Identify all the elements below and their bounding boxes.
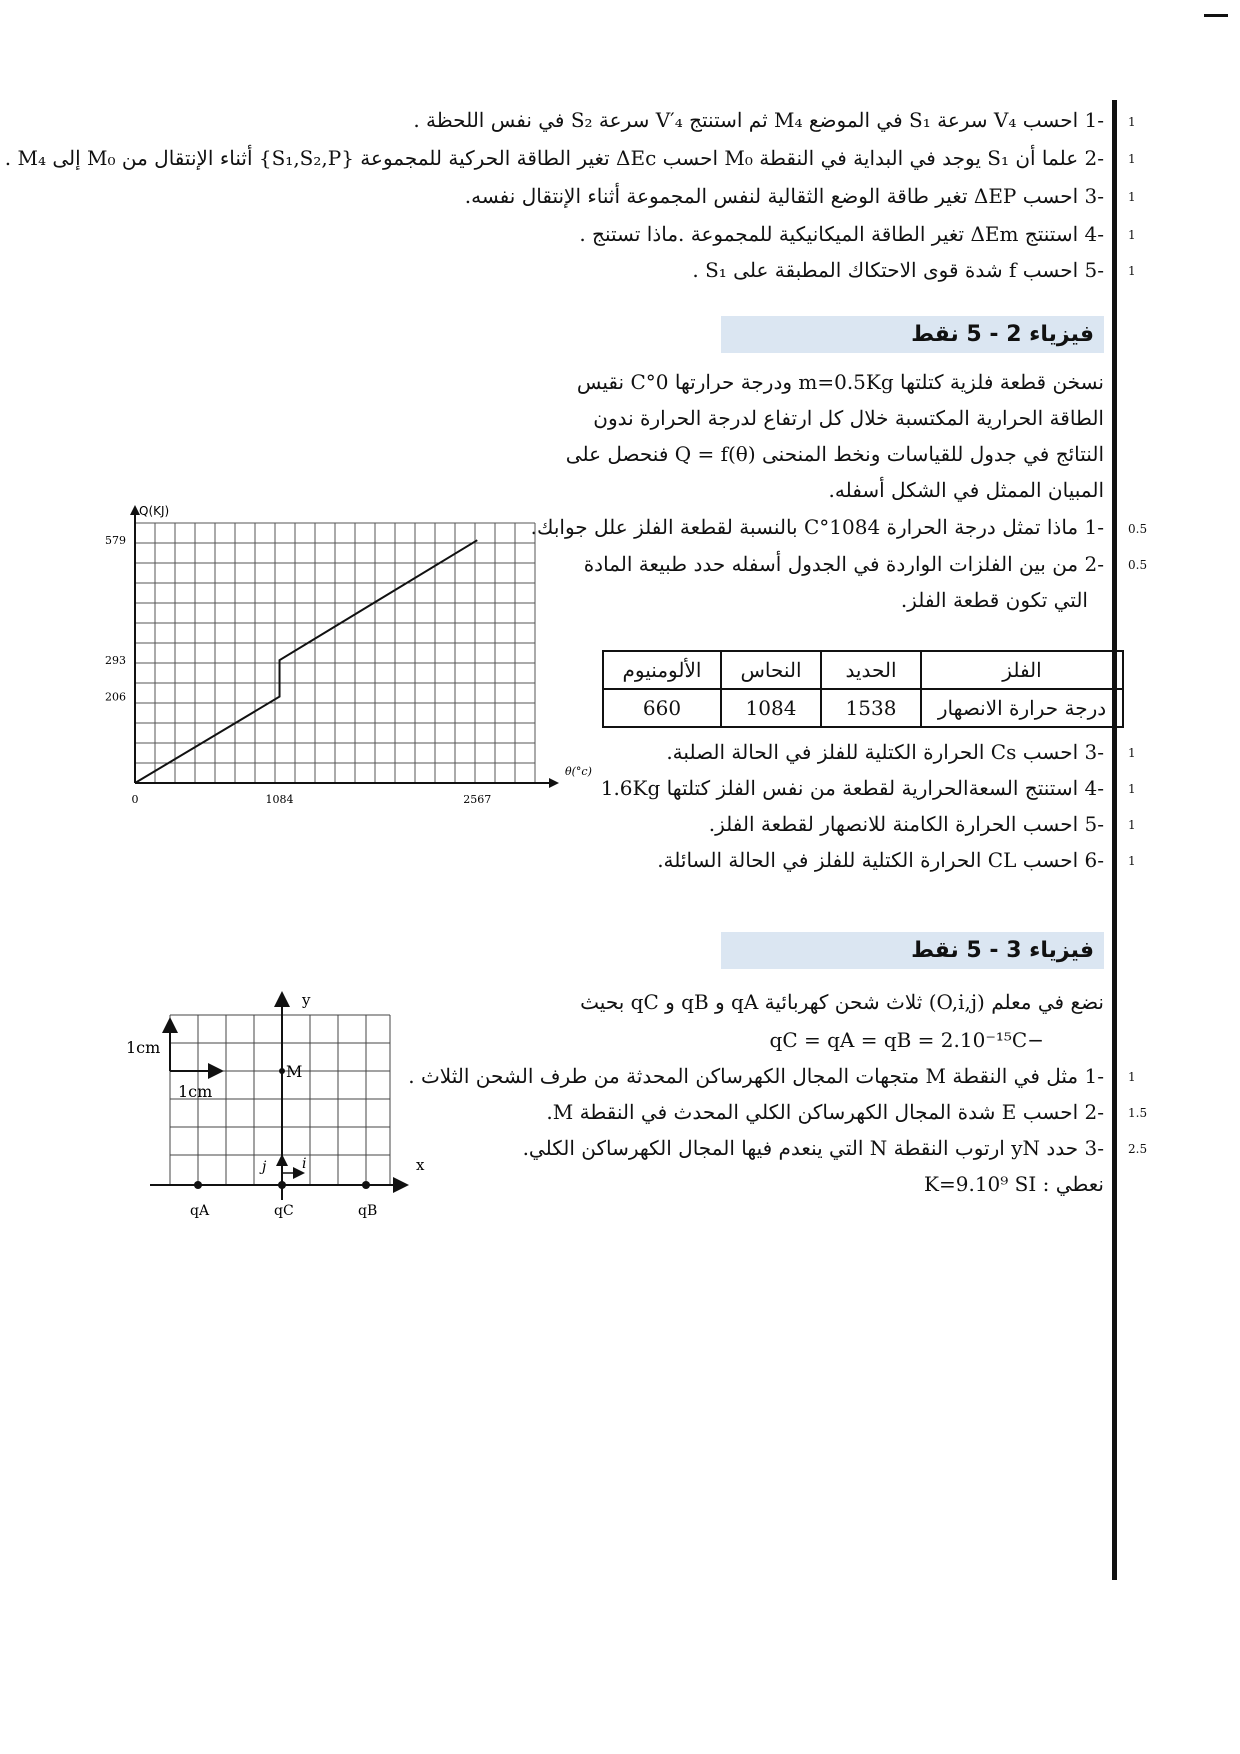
points-label: 1 (1128, 152, 1136, 166)
ex3-title: فيزياء 3 - 5 نقط (721, 932, 1104, 969)
margin-rule (1112, 100, 1117, 1580)
ex2-intro-line: الطاقة الحرارية المكتسبة خلال كل ارتفاع لدرجة الحرارة ندون (593, 406, 1104, 430)
table-cell: 1538 (821, 689, 921, 727)
x-tick-label: 1084 (265, 793, 294, 805)
table-cell: درجة حرارة الانصهار (921, 689, 1123, 727)
vec-j-label: j (262, 1159, 267, 1175)
charge-qa (194, 1181, 202, 1189)
ex2-question-3: -3 احسب Cs الحرارة الكتلية للفلز في الحالة الصلبة. (666, 740, 1104, 764)
ex2-question-4: -4 استنتج السعةالحرارية لقطعة من نفس الفلز كتلتها 1.6Kg (600, 776, 1104, 800)
table-row (603, 689, 1123, 727)
melting-point-table (602, 650, 1124, 728)
table-cell: النحاس (721, 651, 821, 689)
charge-qb (362, 1181, 370, 1189)
table-cell: الألومنيوم (603, 651, 721, 689)
charge-qc (278, 1181, 286, 1189)
ex3-intro: نضع في معلم (O,i,j) ثلاث شحن كهربائية qA و qB و qC بحيث (580, 990, 1104, 1014)
points-label: 1 (1128, 190, 1136, 204)
charge-qb-label: qB (358, 1203, 378, 1219)
table-cell: الفلز (921, 651, 1123, 689)
ex1-question-4: -4 استنتج ΔEm تغير الطاقة الميكانيكية للمجموعة .ماذا تستنج . (579, 222, 1104, 246)
table-row (603, 651, 1123, 689)
ex1-question-3: -3 احسب ΔEP تغير طاقة الوضع الثقالية لنفس المجموعة أثناء الإنتقال نفسه. (464, 184, 1104, 208)
points-label: 2.5 (1128, 1142, 1148, 1156)
ex3-question-2: -2 احسب E شدة المجال الكهرساكن الكلي المحدث في النقطة M. (546, 1100, 1104, 1124)
point-m-label: M (286, 1062, 303, 1081)
ex2-intro-line: المبيان الممثل في الشكل أسفله. (828, 478, 1104, 502)
ex2-question-2-cont: التي تكون قطعة الفلز. (900, 588, 1088, 612)
ex2-intro-line: النتائج في جدول للقياسات ونخط المنحنى Q = f(θ) فنحصل على (565, 442, 1104, 466)
points-label: 1 (1128, 228, 1136, 242)
charge-qa-label: qA (190, 1203, 210, 1219)
ex3-question-1: -1 مثل في النقطة M متجهات المجال الكهرساكن المحدثة من طرف الشحن الثلاث . (408, 1064, 1104, 1088)
series-line (135, 540, 477, 783)
y-tick-label: 293 (105, 654, 126, 668)
y-axis-label: Q(KJ) (139, 505, 170, 518)
ex2-intro-line: نسخن قطعة فلزية كتلتها m=0.5Kg ودرجة حرارتها 0°C نقيس (576, 370, 1104, 394)
points-label: 1.5 (1128, 1106, 1148, 1120)
ex2-question-5: -5 احسب الحرارة الكامنة للانصهار لقطعة الفلز. (708, 812, 1104, 836)
x-tick-label: 2567 (463, 793, 492, 805)
axis-y-label: y (302, 991, 311, 1009)
charge-qc-label: qC (274, 1203, 294, 1219)
scale-h-label: 1cm (178, 1082, 213, 1101)
table-cell: الحديد (821, 651, 921, 689)
x-axis-arrowhead (549, 778, 559, 788)
vec-i-label: i (302, 1156, 307, 1172)
heat-curve-chart (95, 505, 615, 805)
ex1-question-2: -2 علما أن S₁ يوجد في البداية في النقطة M₀ احسب ΔEc تغير الطاقة الحركية للمجموعة {S₁,S₂,P} أثناء الإنتقال من M₀ إلى M₄ . (4, 146, 1104, 170)
page-edge-mark (1204, 14, 1228, 17)
points-label: 0.5 (1128, 522, 1148, 536)
ex3-question-3: -3 حدد yN ارتوب النقطة N التي ينعدم فيها المجال الكهرساكن الكلي. (522, 1136, 1104, 1160)
table-cell: 1084 (721, 689, 821, 727)
y-tick-label: 579 (105, 534, 126, 548)
ex3-relation: −qC = qA = qB = 2.10⁻¹⁵C (769, 1028, 1044, 1052)
points-label: 1 (1128, 264, 1136, 278)
points-label: 1 (1128, 854, 1136, 868)
points-label: 1 (1128, 782, 1136, 796)
table-cell: 660 (603, 689, 721, 727)
points-label: 0.5 (1128, 558, 1148, 572)
charges-grid-diagram (120, 985, 460, 1225)
scale-v-label: 1cm (126, 1038, 161, 1057)
points-label: 1 (1128, 115, 1136, 129)
x-axis-label: θ(°c) (565, 765, 592, 778)
points-label: 1 (1128, 746, 1136, 760)
ex2-question-2: -2 من بين الفلزات الواردة في الجدول أسفله حدد طبيعة المادة (583, 552, 1104, 576)
ex2-title: فيزياء 2 - 5 نقط (721, 316, 1104, 353)
y-tick-label: 206 (105, 690, 126, 704)
points-label: 1 (1128, 818, 1136, 832)
axis-x-label: x (416, 1156, 425, 1174)
ex2-question-1: -1 ماذا تمثل درجة الحرارة 1084°C بالنسبة لقطعة الفلز علل جوابك. (530, 515, 1104, 539)
x-tick-label: 0 (131, 793, 139, 805)
ex1-question-1: -1 احسب V₄ سرعة S₁ في الموضع M₄ ثم استنتج V′₄ سرعة S₂ في نفس اللحظة . (413, 108, 1104, 132)
ex2-question-6: -6 احسب CL الحرارة الكتلية للفلز في الحالة السائلة. (657, 848, 1104, 872)
ex1-question-5: -5 احسب f شدة قوى الاحتكاك المطبقة على S₁ . (692, 258, 1104, 282)
point-m (279, 1068, 285, 1074)
ex3-given: نعطي : K=9.10⁹ SI (924, 1172, 1104, 1196)
points-label: 1 (1128, 1070, 1136, 1084)
